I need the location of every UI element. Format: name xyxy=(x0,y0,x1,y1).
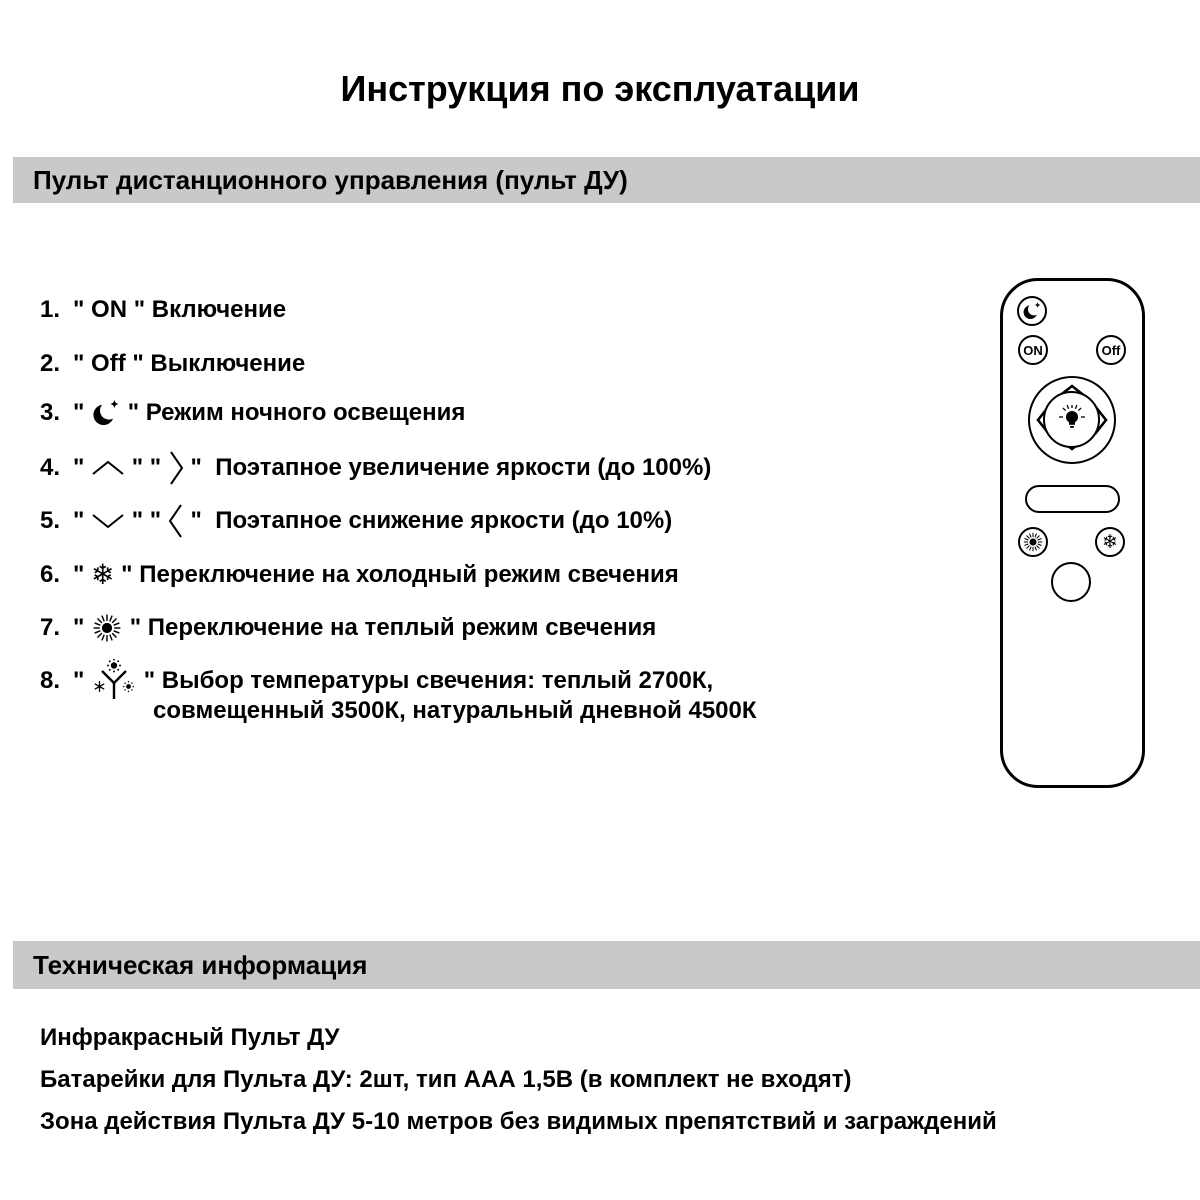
night-mode-button xyxy=(1017,296,1047,326)
moon-star-icon xyxy=(1022,301,1042,321)
color-temperature-icon xyxy=(91,666,137,696)
snowflake-icon: ❄ xyxy=(1102,531,1118,553)
instruction-item-5 xyxy=(40,506,672,536)
item-number: 2. xyxy=(40,350,61,377)
off-button-label: Off xyxy=(1101,342,1121,358)
chevron-down-icon xyxy=(91,506,125,536)
instruction-item-6 xyxy=(40,560,679,590)
item-text: " xyxy=(73,667,92,694)
item-number: 1. xyxy=(40,296,61,323)
tech-line: Инфракрасный Пульт ДУ xyxy=(40,1024,340,1051)
instruction-item-3 xyxy=(40,398,465,428)
angle-right-icon xyxy=(168,453,184,483)
item-text: " xyxy=(73,561,92,588)
item-number: 7. xyxy=(40,614,61,641)
instruction-item-1 xyxy=(40,295,286,325)
cold-mode-button xyxy=(1095,527,1125,557)
remote-section-header-bar xyxy=(13,157,1200,203)
light-button xyxy=(1043,391,1100,448)
item-text: " Переключение на теплый режим свечения xyxy=(123,614,657,641)
moon-star-icon xyxy=(91,398,121,428)
item-text: " Переключение на холодный режим свечения xyxy=(114,561,679,588)
item-text: " ON " Включение xyxy=(73,296,287,323)
instruction-item-4 xyxy=(40,453,711,483)
item-text: " xyxy=(73,454,92,481)
item-text: " Поэтапное снижение яркости (до 10%) xyxy=(183,507,673,534)
item-text: " xyxy=(73,507,92,534)
item-text: " " xyxy=(125,454,168,481)
on-button-label: ON xyxy=(1023,342,1043,358)
sun-icon xyxy=(1022,531,1044,553)
remote-section-header: Пульт дистанционного управления (пульт ДУ) xyxy=(33,164,628,195)
item-number: 5. xyxy=(40,507,61,534)
bulb-icon xyxy=(1057,405,1087,435)
item-number: 6. xyxy=(40,561,61,588)
page-title: Инструкция по эксплуатации xyxy=(340,68,860,109)
item-text: " Режим ночного освещения xyxy=(121,399,466,426)
instruction-item-7 xyxy=(40,613,656,643)
snowflake-icon: ❄ xyxy=(91,559,115,590)
chevron-up-icon xyxy=(91,453,125,483)
item-number: 4. xyxy=(40,454,61,481)
angle-left-icon xyxy=(168,506,184,536)
brightness-dpad xyxy=(1028,376,1116,464)
instruction-item-2 xyxy=(40,349,305,379)
warm-mode-button xyxy=(1018,527,1048,557)
off-button xyxy=(1096,335,1126,365)
on-button xyxy=(1018,335,1048,365)
instruction-item-8 xyxy=(40,666,757,726)
item-text: " Off " Выключение xyxy=(73,350,306,377)
item-text: " xyxy=(73,399,92,426)
item-text-line2: совмещенный 3500К, натуральный дневной 4500К xyxy=(153,697,757,724)
pill-button xyxy=(1025,485,1120,513)
item-text: " Выбор температуры свечения: теплый 2700К, xyxy=(137,667,714,694)
item-text: " " xyxy=(125,507,168,534)
tech-line: Зона действия Пульта ДУ 5-10 метров без видимых препятствий и заграждений xyxy=(40,1108,997,1135)
tech-section-header: Техническая информация xyxy=(33,949,368,980)
item-number: 3. xyxy=(40,399,61,426)
sun-icon xyxy=(91,613,123,643)
remote-control-illustration xyxy=(1000,278,1145,788)
item-text: " Поэтапное увеличение яркости (до 100%) xyxy=(183,454,712,481)
tech-line: Батарейки для Пульта ДУ: 2шт, тип ААА 1,5В (в комплект не входят) xyxy=(40,1066,852,1093)
round-button xyxy=(1051,562,1091,602)
item-text: " xyxy=(73,614,92,641)
tech-section-header-bar xyxy=(13,941,1200,989)
item-number: 8. xyxy=(40,667,61,694)
